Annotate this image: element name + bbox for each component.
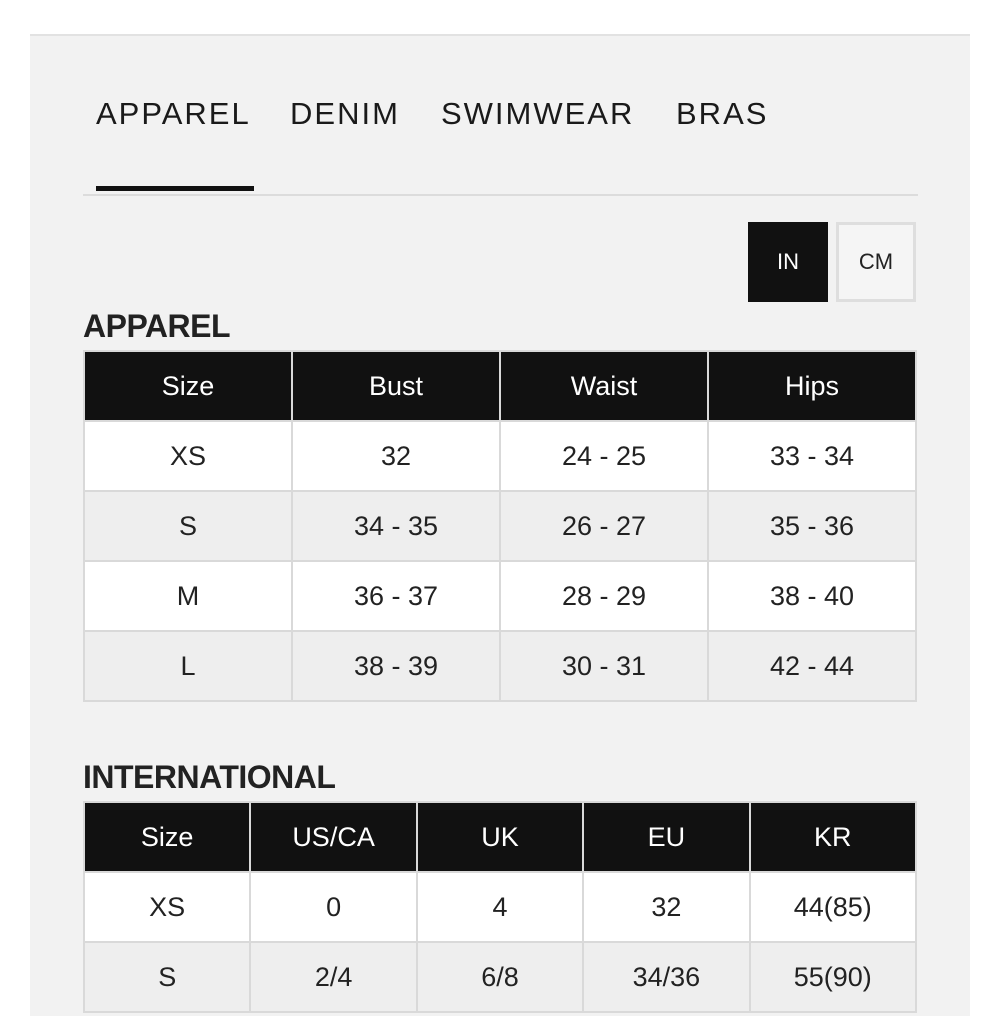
table-cell: 38 - 39	[292, 631, 500, 701]
table-cell: S	[84, 942, 250, 1012]
column-header: KR	[750, 802, 916, 872]
column-header: Hips	[708, 351, 916, 421]
unit-cm-button[interactable]: CM	[836, 222, 916, 302]
table-header-row	[84, 802, 916, 872]
tab-swimwear[interactable]: SWIMWEAR	[441, 96, 635, 131]
table-cell: 38 - 40	[708, 561, 916, 631]
table-cell: XS	[84, 421, 292, 491]
active-tab-indicator	[96, 186, 254, 191]
table-cell: 24 - 25	[500, 421, 708, 491]
table-cell: 28 - 29	[500, 561, 708, 631]
column-header: Waist	[500, 351, 708, 421]
table-cell: 42 - 44	[708, 631, 916, 701]
table-cell: 30 - 31	[500, 631, 708, 701]
table-cell: 32	[292, 421, 500, 491]
unit-in-button[interactable]: IN	[748, 222, 828, 302]
column-header: EU	[583, 802, 749, 872]
international-size-table	[83, 801, 917, 1013]
table-cell: 0	[250, 872, 416, 942]
column-header: Size	[84, 802, 250, 872]
column-header: UK	[417, 802, 583, 872]
table-row	[84, 631, 916, 701]
tab-denim[interactable]: DENIM	[290, 96, 400, 131]
table-cell: 35 - 36	[708, 491, 916, 561]
table-cell: 55(90)	[750, 942, 916, 1012]
table-cell: 34 - 35	[292, 491, 500, 561]
table-cell: S	[84, 491, 292, 561]
table-row	[84, 421, 916, 491]
column-header: Size	[84, 351, 292, 421]
table-cell: 34/36	[583, 942, 749, 1012]
table-cell: 6/8	[417, 942, 583, 1012]
table-row	[84, 942, 916, 1012]
apparel-size-table	[83, 350, 917, 702]
table-cell: 44(85)	[750, 872, 916, 942]
size-tabs	[83, 36, 918, 196]
table-header-row	[84, 351, 916, 421]
table-cell: M	[84, 561, 292, 631]
tab-apparel[interactable]: APPAREL	[96, 96, 251, 131]
column-header: Bust	[292, 351, 500, 421]
table-row	[84, 872, 916, 942]
international-section-title: INTERNATIONAL	[83, 759, 336, 795]
table-row	[84, 491, 916, 561]
table-cell: 26 - 27	[500, 491, 708, 561]
column-header: US/CA	[250, 802, 416, 872]
table-cell: 33 - 34	[708, 421, 916, 491]
table-cell: L	[84, 631, 292, 701]
table-row	[84, 561, 916, 631]
table-cell: 2/4	[250, 942, 416, 1012]
table-cell: 4	[417, 872, 583, 942]
tab-bras[interactable]: BRAS	[676, 96, 769, 131]
table-cell: XS	[84, 872, 250, 942]
table-cell: 32	[583, 872, 749, 942]
table-cell: 36 - 37	[292, 561, 500, 631]
size-guide-panel	[30, 34, 970, 1016]
apparel-section-title: APPAREL	[83, 308, 231, 344]
